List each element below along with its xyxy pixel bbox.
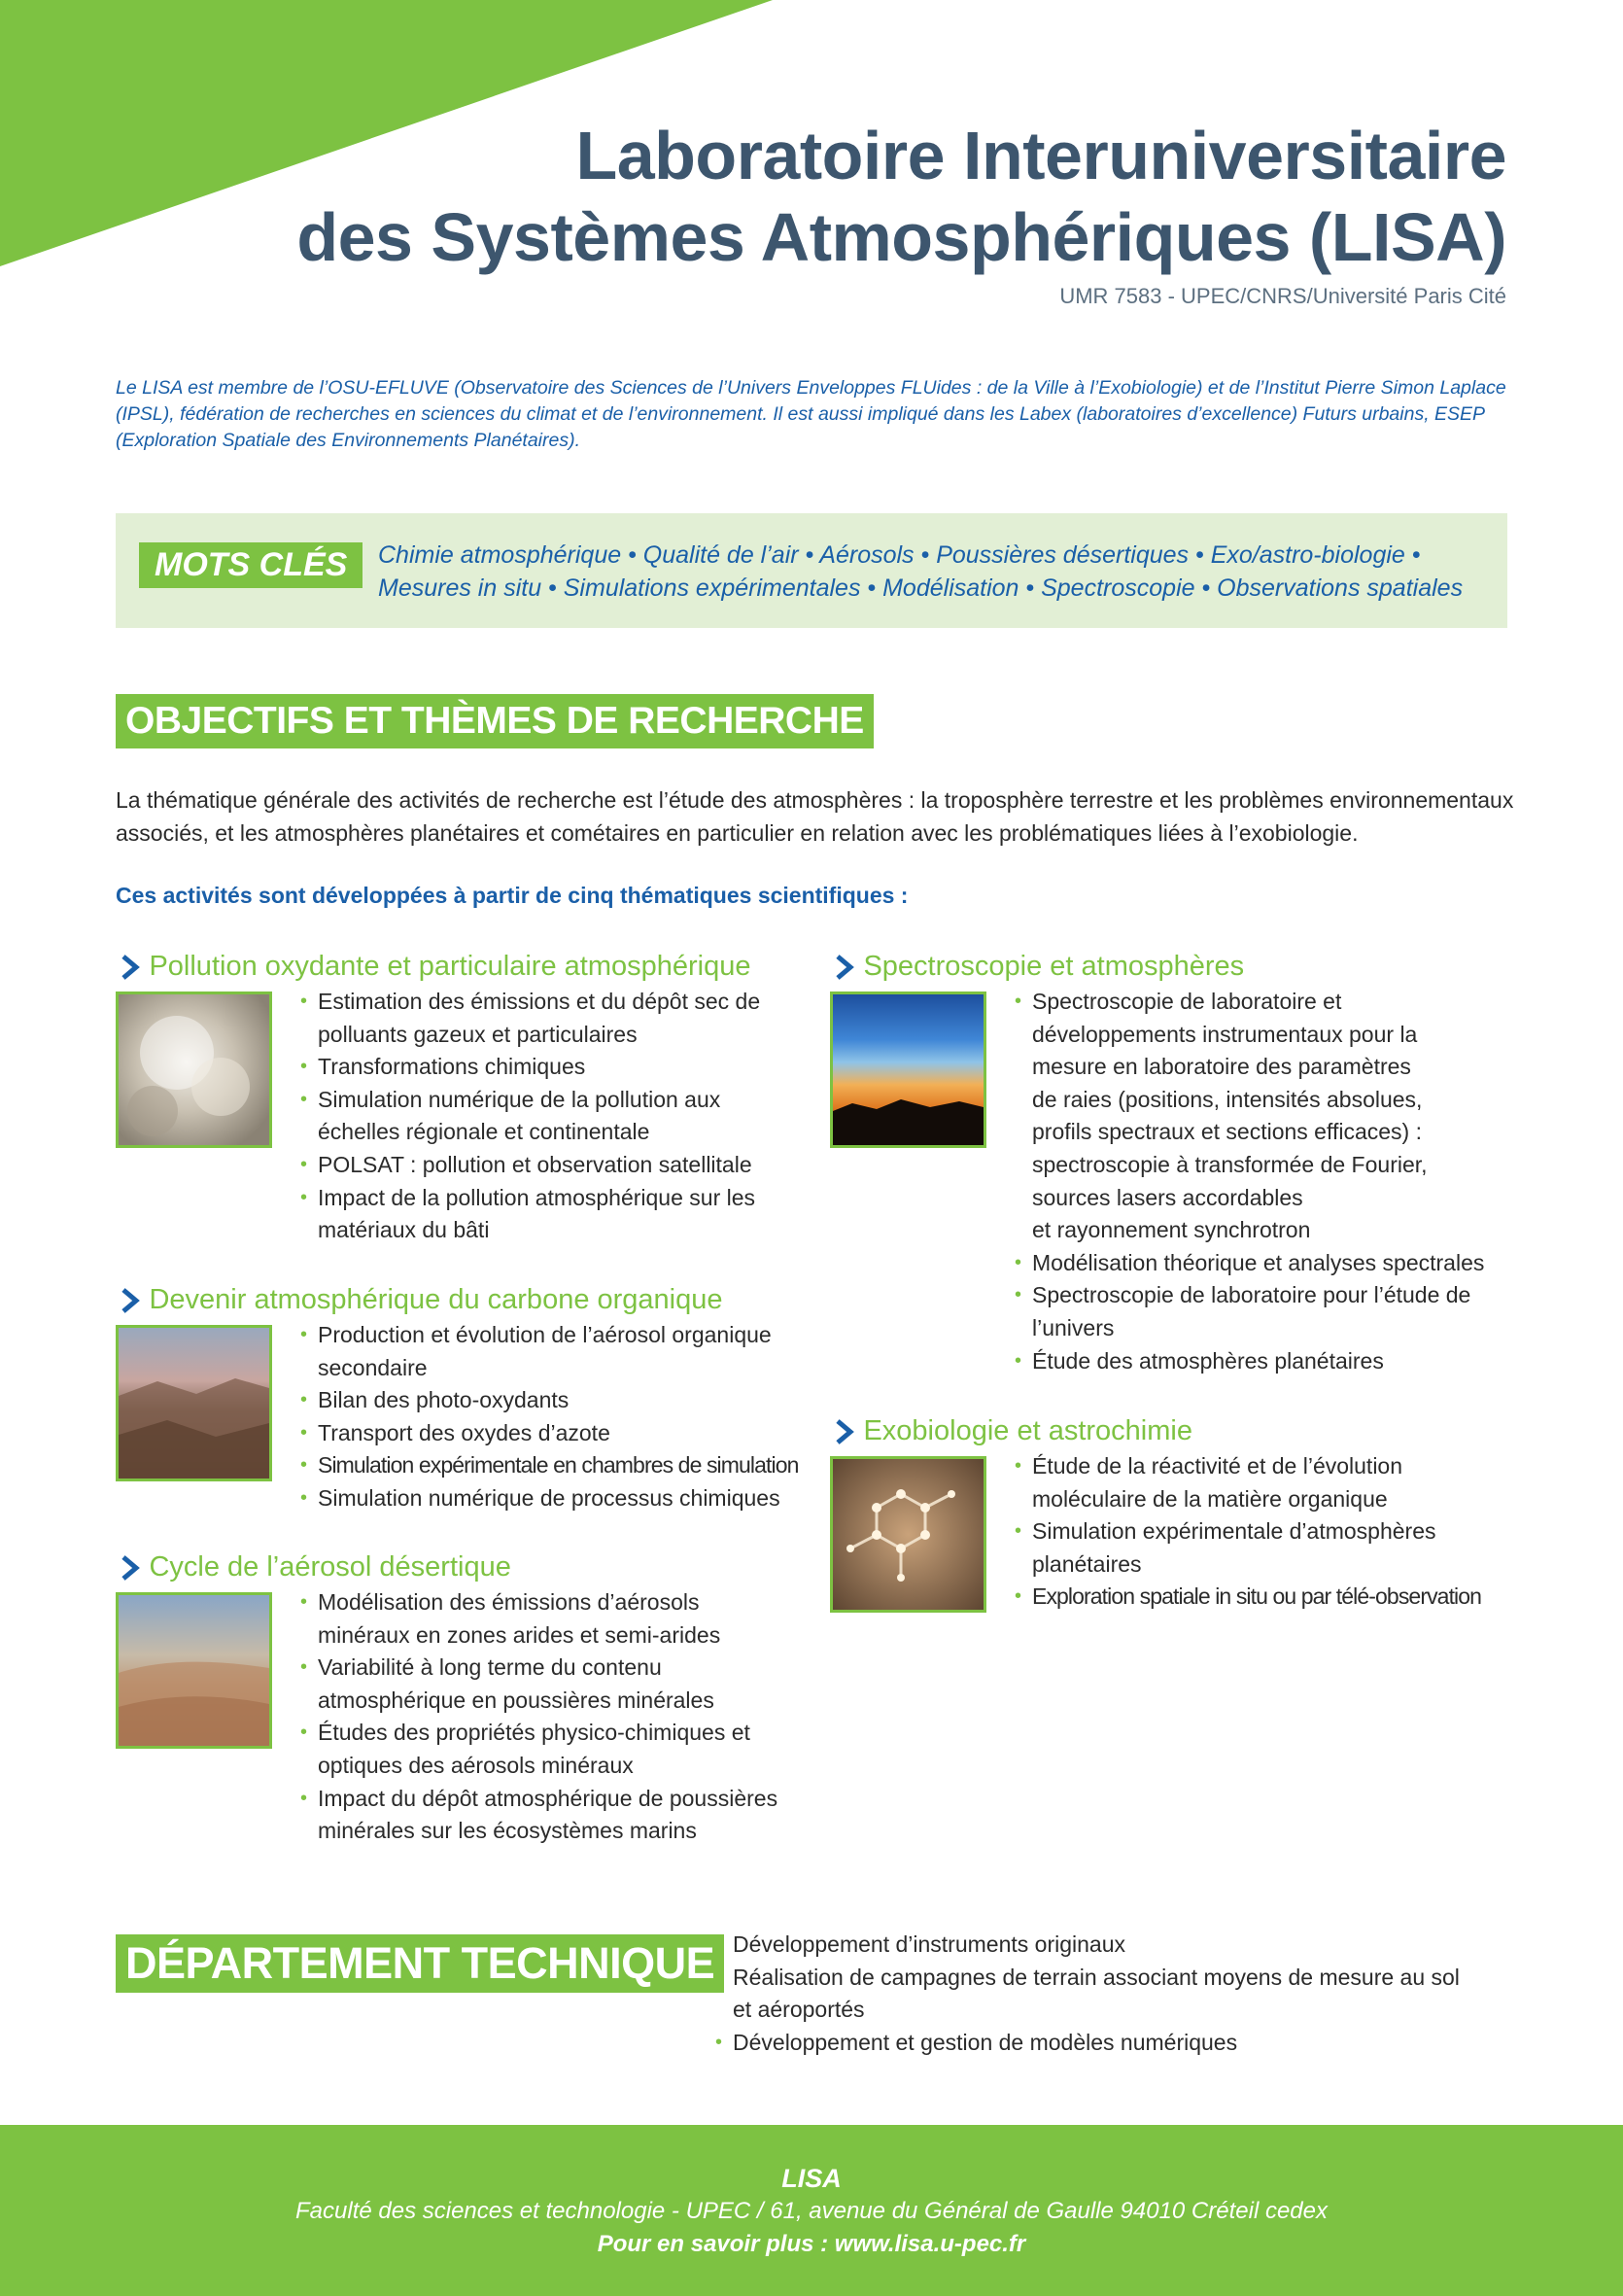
page-footer xyxy=(0,2125,1623,2296)
keywords-text: Chimie atmosphérique • Qualité de l’air • Aérosols • Poussières désertiques • Exo/astro-biologie • Mesures in situ • Simulations expérimentales • Modélisation • Spectroscopie • Observations spatiales xyxy=(378,541,1464,602)
list-item xyxy=(1015,1149,1484,1182)
chevron-right-icon xyxy=(830,1418,859,1445)
list-item-continuation: développements instrumentaux pour la xyxy=(1032,1021,1418,1047)
list-item xyxy=(1015,1051,1484,1084)
list-item: • Bilan des photo-oxydants xyxy=(300,1384,799,1417)
theme-pollution xyxy=(116,951,815,1262)
carbone-photo xyxy=(116,1325,272,1481)
list-item-continuation: et rayonnement synchrotron xyxy=(1032,1217,1311,1243)
theme-title-text: Spectroscopie et atmosphères xyxy=(863,951,1245,982)
list-item xyxy=(1015,1483,1481,1516)
theme-title-text: Cycle de l’aérosol désertique xyxy=(149,1551,511,1583)
list-item: • Études des propriétés physico-chimiques et xyxy=(300,1717,777,1750)
spectro-photo xyxy=(830,991,986,1148)
intro-paragraph: Le LISA est membre de l’OSU-EFLUVE (Observatoire des Sciences de l’Univers Enveloppes FLUides : de la Ville à l’Exobiologie) et de l’Institut Pierre Simon Laplace (IPSL), fédération de recherches en sciences du climat et de l’environnement. Il est aussi impliqué dans les Labex (laboratoires d’excellence) Futurs urbains, ESEP (Exploration Spatiale des Environnements Planétaires). xyxy=(116,377,1506,451)
department-bullet-list xyxy=(715,1929,1493,2059)
list-item xyxy=(1015,1182,1484,1215)
department-heading: DÉPARTEMENT TECHNIQUE xyxy=(116,1934,724,1993)
list-item: • Production et évolution de l’aérosol organique xyxy=(300,1319,799,1352)
list-item: • Simulation expérimentale d’atmosphères xyxy=(1015,1515,1481,1548)
theme-title-text: Devenir atmosphérique du carbone organique xyxy=(149,1284,723,1315)
page-title-line-2: des Systèmes Atmosphériques (LISA) xyxy=(296,199,1506,275)
list-item-continuation: l’univers xyxy=(1032,1314,1115,1340)
theme-desertique xyxy=(116,1551,815,1872)
theme-title-carbone xyxy=(116,1284,723,1316)
theme-carbone xyxy=(116,1284,815,1527)
list-item-continuation: minéraux en zones arides et semi-arides xyxy=(318,1621,721,1648)
list-item: • Estimation des émissions et du dépôt sec de xyxy=(300,986,760,1019)
list-item: • Impact de la pollution atmosphérique sur les xyxy=(300,1182,760,1215)
list-item: • Modélisation des émissions d’aérosols xyxy=(300,1586,777,1619)
list-item xyxy=(1015,1312,1484,1345)
chevron-right-icon xyxy=(116,1554,145,1582)
list-item-continuation: planétaires xyxy=(1032,1550,1142,1577)
theme-title-pollution xyxy=(116,951,751,983)
list-item: • Spectroscopie de laboratoire pour l’étude de xyxy=(1015,1279,1484,1312)
list-item: • Réalisation de campagnes de terrain associant moyens de mesure au sol xyxy=(715,1962,1493,1995)
list-item xyxy=(1015,1214,1484,1247)
list-item: • Étude de la réactivité et de l’évolution xyxy=(1015,1450,1481,1483)
list-item-continuation: secondaire xyxy=(318,1354,428,1380)
chevron-right-icon xyxy=(116,954,145,981)
chevron-right-icon xyxy=(830,954,859,981)
theme-title-exobio xyxy=(830,1415,1192,1447)
list-item: • Transformations chimiques xyxy=(300,1051,760,1084)
list-item: • Développement et gestion de modèles numériques xyxy=(715,2027,1493,2060)
molecule-photo xyxy=(830,1456,986,1613)
theme-title-desertique xyxy=(116,1551,511,1583)
list-item xyxy=(300,1815,777,1848)
page-subtitle: UMR 7583 - UPEC/CNRS/Université Paris Cité xyxy=(1059,284,1506,308)
list-item xyxy=(1015,1116,1484,1149)
list-item-continuation: optiques des aérosols minéraux xyxy=(318,1752,634,1778)
list-item xyxy=(1015,1548,1481,1582)
list-item-continuation: minérales sur les écosystèmes marins xyxy=(318,1818,697,1844)
list-item: • Simulation numérique de la pollution aux xyxy=(300,1084,760,1117)
theme-title-spectro xyxy=(830,951,1244,983)
list-item-continuation: matériaux du bâti xyxy=(318,1217,490,1243)
theme-exobio xyxy=(830,1415,1520,1629)
list-item-continuation: échelles régionale et continentale xyxy=(318,1119,650,1145)
list-item-continuation: de raies (positions, intensités absolues, xyxy=(1032,1086,1423,1112)
list-item-continuation: mesure en laboratoire des paramètres xyxy=(1032,1054,1411,1080)
list-item: • Étude des atmosphères planétaires xyxy=(1015,1345,1484,1378)
chevron-right-icon xyxy=(116,1287,145,1314)
page-title-line-1: Laboratoire Interuniversitaire xyxy=(575,118,1506,193)
list-item-continuation: moléculaire de la matière organique xyxy=(1032,1485,1388,1512)
list-item xyxy=(300,1116,760,1149)
desert-photo xyxy=(116,1592,272,1749)
list-item-continuation: sources lasers accordables xyxy=(1032,1184,1303,1210)
list-item-continuation: et aéroportés xyxy=(733,1997,865,2023)
objectives-heading: OBJECTIFS ET THÈMES DE RECHERCHE xyxy=(116,694,874,748)
exobio-bullet-list xyxy=(1015,1450,1481,1614)
list-item: • Développement d’instruments originaux xyxy=(715,1929,1493,1962)
list-item: • Impact du dépôt atmosphérique de poussières xyxy=(300,1783,777,1816)
list-item: • Modélisation théorique et analyses spectrales xyxy=(1015,1247,1484,1280)
theme-title-text: Pollution oxydante et particulaire atmosphérique xyxy=(149,951,751,982)
footer-website-link[interactable]: Pour en savoir plus : www.lisa.u-pec.fr xyxy=(597,2231,1026,2257)
page-header xyxy=(296,115,1506,309)
list-item xyxy=(300,1019,760,1052)
footer-lab-name: LISA xyxy=(781,2164,842,2193)
list-item-continuation: polluants gazeux et particulaires xyxy=(318,1021,638,1047)
list-item xyxy=(300,1750,777,1783)
list-item xyxy=(1015,1084,1484,1117)
carbone-bullet-list xyxy=(300,1319,799,1515)
list-item-continuation: atmosphérique en poussières minérales xyxy=(318,1687,714,1713)
keywords-box xyxy=(116,513,1507,628)
list-item xyxy=(300,1619,777,1652)
spectro-bullet-list xyxy=(1015,986,1484,1377)
list-item xyxy=(1015,1019,1484,1052)
list-item: • POLSAT : pollution et observation satellitale xyxy=(300,1149,760,1182)
theme-spectro xyxy=(830,951,1520,1388)
list-item: • Spectroscopie de laboratoire et xyxy=(1015,986,1484,1019)
list-item xyxy=(300,1352,799,1385)
objectives-paragraph: La thématique générale des activités de recherche est l’étude des atmosphères : la troposphère terrestre et les problèmes environnementaux associés, et les atmosphères planétaires et cométaires en particulier en relation avec les problématiques liées à l’exobiologie. xyxy=(116,787,1514,846)
list-item: • Simulation expérimentale en chambres de simulation xyxy=(300,1449,799,1482)
list-item: • Variabilité à long terme du contenu xyxy=(300,1652,777,1685)
desertique-bullet-list xyxy=(300,1586,777,1848)
list-item xyxy=(715,1994,1493,2027)
footer-address: Faculté des sciences et technologie - UPEC / 61, avenue du Général de Gaulle 94010 Créteil cedex xyxy=(295,2198,1328,2224)
pollution-photo xyxy=(116,991,272,1148)
list-item xyxy=(300,1685,777,1718)
list-item: • Simulation numérique de processus chimiques xyxy=(300,1482,799,1515)
list-item: • Exploration spatiale in situ ou par télé-observation xyxy=(1015,1581,1481,1614)
objectives-lead: Ces activités sont développées à partir de cinq thématiques scientifiques : xyxy=(116,883,909,908)
list-item: • Transport des oxydes d’azote xyxy=(300,1417,799,1450)
list-item-continuation: spectroscopie à transformée de Fourier, xyxy=(1032,1151,1428,1177)
list-item-continuation: profils spectraux et sections efficaces) : xyxy=(1032,1119,1422,1145)
pollution-bullet-list xyxy=(300,986,760,1247)
list-item xyxy=(300,1214,760,1247)
theme-title-text: Exobiologie et astrochimie xyxy=(863,1415,1192,1446)
keywords-label: MOTS CLÉS xyxy=(139,542,363,588)
